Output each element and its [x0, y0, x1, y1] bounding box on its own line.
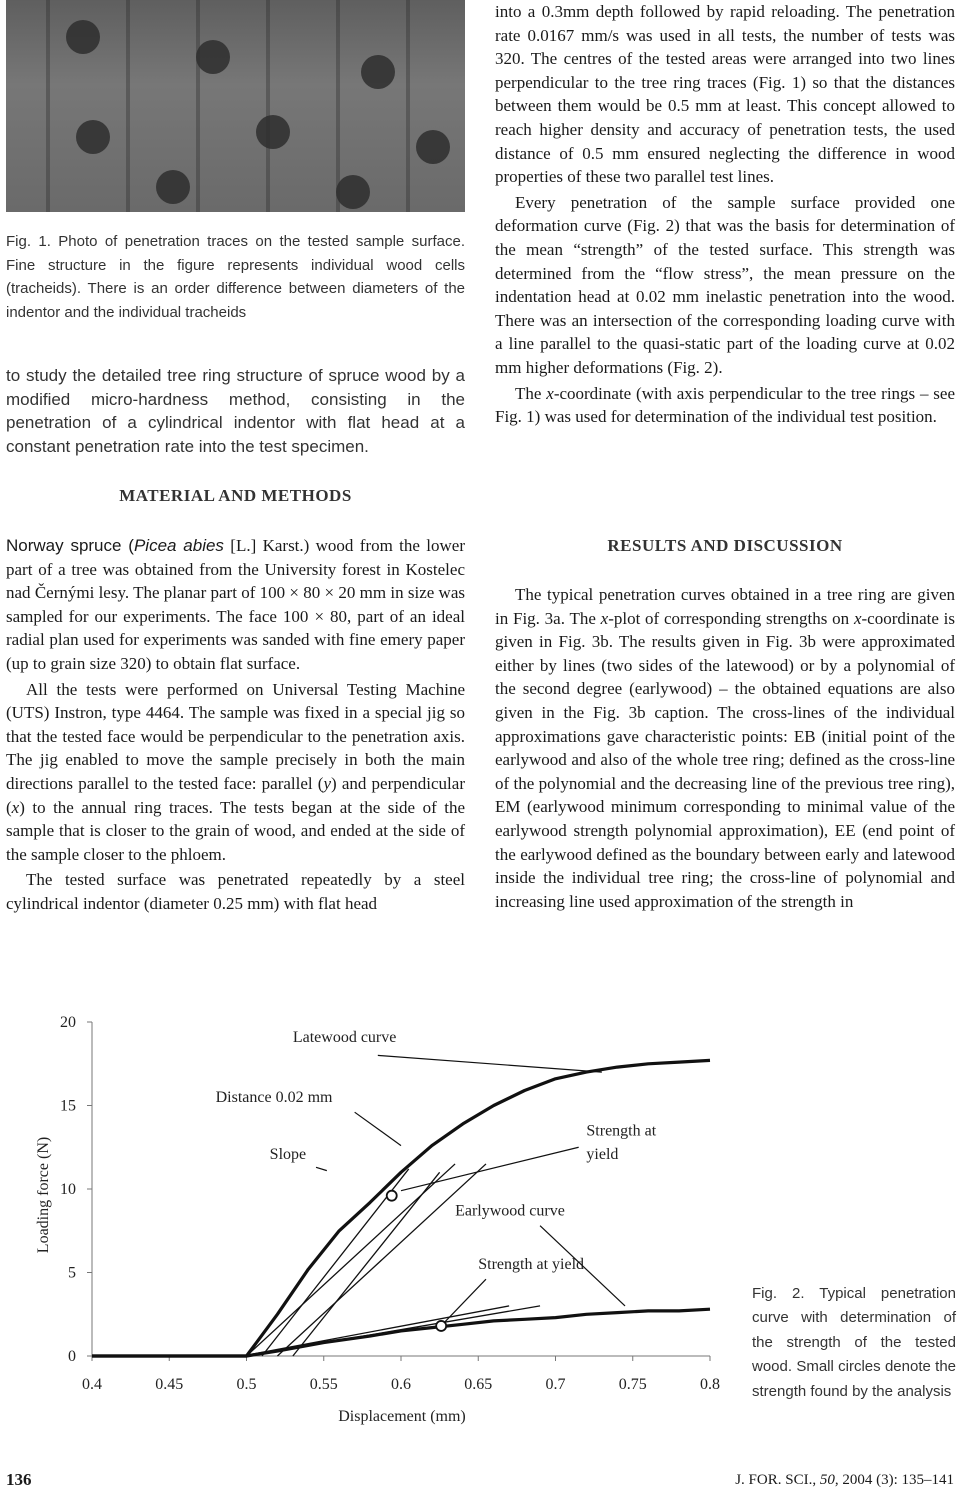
x-tick-label: 0.45	[155, 1376, 184, 1393]
intro-paragraph: to study the detailed tree ring structure of spruce wood by a modified micro-hardness method, consisting in the penetration of a cylindrical indentor with flat head at a constant penetration rate into the test specimen.	[6, 366, 465, 456]
methods-paragraph-1: Norway spruce (Picea abies [L.] Karst.) wood from the lower part of a tree was obtained from the University forest in Kostelec nad Černými lesy. The planar part of 100 × 80 × 20 mm in size was sampled for our experiments. The face 100 × 80, part of an ideal radial plan used for experiments was sanded with fine emery paper (up to grain size 320) to obtain flat surface.	[6, 536, 465, 673]
annotation-label: Latewood curve	[292, 1029, 397, 1047]
x-tick-label: 0.8	[700, 1376, 720, 1393]
right-paragraph-3: The x-coordinate (with axis perpendicular to the tree rings – see Fig. 1) was used for determination of the individual test position.	[495, 383, 956, 427]
methods-paragraph-2: All the tests were performed on Universal Testing Machine (UTS) Instron, type 4464. The sample was fixed in a special jig so that the tested face would be perpendicular to the penetration axis. The jig enabled to move the sample precisely in both the main directions parallel to the tested face: parallel (y) and perpendicular (x) to the annual ring traces. The tests began at the side of the sample that is closer to the grain of wood, and ended at the side of the sample closer to the phloem.	[6, 679, 465, 864]
fig1-caption: Fig. 1. Photo of penetration traces on the tested sample surface. Fine structure in the figure represents individual wood cells (tracheids). There is an order difference between diameters of the indentor and the individual tracheids	[6, 233, 465, 321]
right-column-text	[495, 0, 955, 429]
y-tick-label: 5	[68, 1264, 76, 1282]
y-tick-label: 0	[68, 1348, 76, 1365]
annotation-label: Distance 0.02 mm	[215, 1089, 333, 1107]
y-tick-label: 10	[60, 1181, 76, 1198]
x-tick-label: 0.75	[618, 1376, 647, 1393]
annotation-label: Slope	[269, 1145, 307, 1163]
methods-heading: MATERIAL AND METHODS	[119, 486, 352, 505]
results-heading: RESULTS AND DISCUSSION	[607, 536, 843, 555]
chart-svg	[0, 1000, 740, 1440]
x-tick-label: 0.5	[236, 1376, 257, 1393]
slope-line	[247, 1306, 510, 1355]
annotation-label: Strength at yield	[478, 1256, 585, 1274]
x-axis-label: Displacement (mm)	[338, 1408, 466, 1425]
x-tick-label: 0.6	[391, 1376, 411, 1393]
strength-point	[387, 1191, 397, 1201]
journal-citation: J. FOR. SCI., 50, 2004 (3): 135–141	[735, 1472, 954, 1488]
results-paragraph-1: The typical penetration curves obtained in a tree ring are given in Fig. 3a. The x-plot of corresponding strengths on x-coordinate is given in Fig. 3b. The results given in Fig. 3b were approximated either by lines (two sides of the latewood) or by a polynomial of the second degree (earlywood) – the obtained equations are also given in the Fig. 3b caption. The cross-lines of the individual approximations gave characteristic points: EB (initial point of the earlywood and also of the whole tree ring; defined as the cross-line of the polynomial and the decreasing line of the previous tree ring), EM (earlywood minimum corresponding to minimal value of the earlywood strength polynomial approximation), EE (end point of the earlywood defined as the boundary between early and latewood inside the individual tree ring; the cross-line of polynomial and increasing line used approximation of the strength in	[495, 585, 955, 911]
y-axis-label: Loading force (N)	[35, 1136, 52, 1254]
earlywood-curve-line	[92, 1309, 710, 1356]
x-tick-label: 0.7	[545, 1376, 566, 1393]
penetration-curve-chart	[0, 1000, 740, 1440]
y-tick-label: 15	[60, 1097, 76, 1115]
x-tick-label: 0.65	[464, 1376, 493, 1393]
annotation-leader-line	[355, 1112, 401, 1145]
right-paragraph-1: into a 0.3mm depth followed by rapid reloading. The penetration rate 0.0167 mm/s was used in all tests, the number of tests was 320. The centres of the tested areas were arranged into two lines perpendicular to the tree ring traces (Fig. 1) so that the distances between them would be 0.5 mm at least. This concept allowed to reach higher density and accuracy of penetration tests, the used distance of 0.5 mm ensured neglecting the difference in wood properties of these two parallel test lines.	[495, 2, 955, 187]
annotation-leader-line	[378, 1055, 602, 1072]
y-tick-label: 20	[60, 1014, 76, 1031]
annotation-label: yield	[586, 1145, 619, 1163]
annotation-label: Strength at	[586, 1122, 657, 1140]
right-paragraph-2: Every penetration of the sample surface provided one deformation curve (Fig. 2) that was the basis for determination of the mean “strength” of the tested surface. This strength was determined from the “flow stress”, the mean pressure on the indentation head at 0.02 mm inelastic penetration into the wood. There was an intersection of the corresponding loading curve with a line parallel to the quasi-static part of the loading curve at 0.02 mm higher deformations (Fig. 2).	[495, 192, 955, 377]
penetration-traces-photo	[6, 0, 465, 212]
x-tick-label: 0.4	[82, 1376, 102, 1393]
page-number: 136	[6, 1470, 32, 1489]
annotation-leader-line	[316, 1167, 327, 1170]
methods-text	[6, 534, 465, 916]
results-text	[495, 583, 955, 913]
annotation-label: Earlywood curve	[455, 1202, 565, 1220]
methods-paragraph-3: The tested surface was penetrated repeatedly by a steel cylindrical indentor (diameter 0.25 mm) with flat head	[6, 870, 465, 913]
x-tick-label: 0.55	[309, 1376, 338, 1393]
annotation-leader-line	[401, 1147, 579, 1190]
fig2-caption: Fig. 2. Typical penetration curve with determination of the strength of the tested wood. Small circles denote the strength found by the analysis	[752, 1285, 956, 1400]
